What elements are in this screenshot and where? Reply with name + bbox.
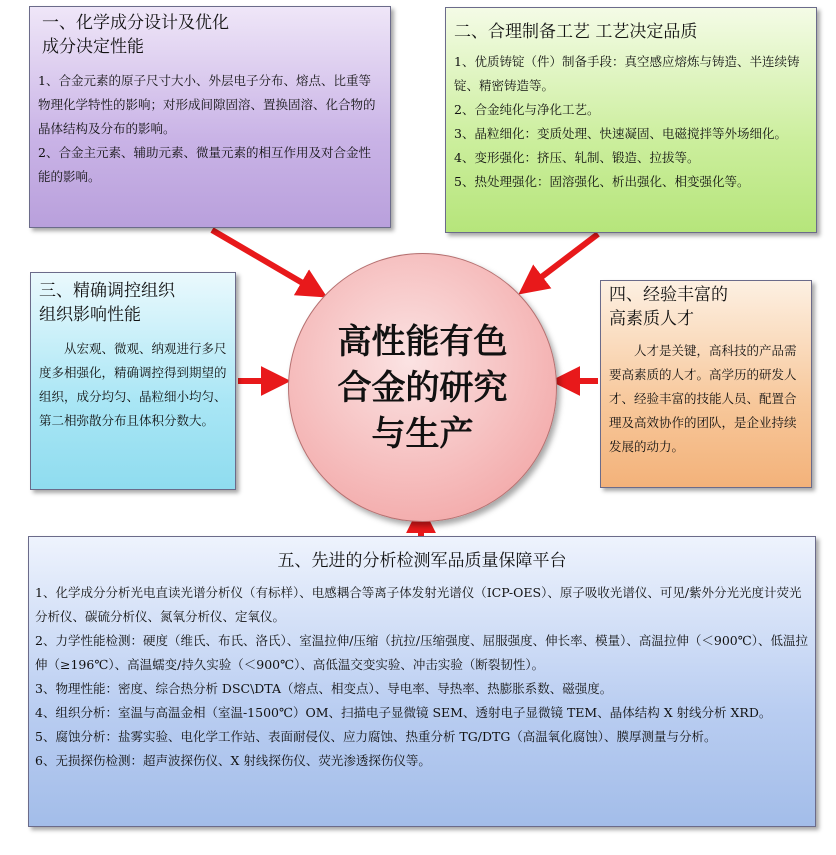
box-talent [600,280,812,488]
box5-item-5: 5、腐蚀分析：盐雾实验、电化学工作站、表面耐侵仪、应力腐蚀、热重分析 TG/DTG（高温氧化腐蚀）、膜厚测量与分析。 [35,729,717,744]
arrow-from-box2 [527,234,598,288]
box1-item-2: 2、合金主元素、辅助元素、微量元素的相互作用及对合金性能的影响。 [38,145,371,184]
box-preparation-process [445,7,817,233]
box5-item-2: 2、力学性能检测：硬度（维氏、布氏、洛氏）、室温拉伸/压缩（抗拉/压缩强度、屈服强度、伸长率、模量）、高温拉伸（＜900℃）、低温拉伸（≥196℃）、高温蠕变/持久实验（＜900℃）、高低温交变实验、冲击实验（断裂韧性）。 [35,633,808,672]
box1-item-1: 1、合金元素的原子尺寸大小、外层电子分布、熔点、比重等物理化学特性的影响；对形成间隙固溶、置换固溶、化合物的晶体结构及分布的影响。 [38,73,376,136]
box-microstructure-control [30,272,236,490]
center-topic-text: 高性能有色 合金的研究 与生产 [337,321,508,454]
box1-title: 一、化学成分设计及优化 成分决定性能 [42,13,229,57]
box2-title: 二、合理制备工艺 工艺决定品质 [454,22,698,42]
box5-item-1: 1、化学成分分析光电直读光谱分析仪（有标样）、电感耦合等离子体发射光谱仪（ICP-OES）、原子吸收光谱仪、可见/紫外分光光度计荧光分析仪、碳硫分析仪、氮氧分析仪、定氧仪。 [35,585,802,624]
box2-item-4: 4、变形强化：挤压、轧制、锻造、拉拔等。 [454,150,700,165]
box3-title: 三、精确调控组织 组织影响性能 [39,281,175,325]
box-analysis-platform [28,536,816,827]
box5-item-3: 3、物理性能：密度、综合热分析 DSC\DTA（熔点、相变点）、导电率、导热率、热膨胀系数、磁强度。 [35,681,613,696]
box5-item-6: 6、无损探伤检测：超声波探伤仪、X 射线探伤仪、荧光渗透探伤仪等。 [35,753,431,768]
box-composition-design [29,6,391,228]
box5-title: 五、先进的分析检测军品质量保障平台 [277,551,567,571]
box2-item-1: 1、优质铸锭（件）制备手段：真空感应熔炼与铸造、半连续铸锭、精密铸造等。 [454,54,800,93]
box4-text: 人才是关键，高科技的产品需要高素质的人才。高学历的研发人才、经验丰富的技能人员、配置合理及高效协作的团队，是企业持续发展的动力。 [609,343,797,454]
box3-text: 从宏观、微观、纳观进行多尺度多相强化，精确调控得到期望的组织，成分均匀、晶粒细小均匀、第二相弥散分布且体积分数大。 [39,341,227,428]
center-topic-circle [288,253,557,522]
box5-item-4: 4、组织分析：室温与高温金相（室温-1500℃）OM、扫描电子显微镜 SEM、透射电子显微镜 TEM、晶体结构 X 射线分析 XRD。 [35,705,772,720]
box2-item-5: 5、热处理强化：固溶强化、析出强化、相变强化等。 [454,174,750,189]
box2-item-2: 2、合金纯化与净化工艺。 [454,102,600,117]
box4-title: 四、经验丰富的 高素质人才 [609,285,728,329]
box2-item-3: 3、晶粒细化：变质处理、快速凝固、电磁搅拌等外场细化。 [454,126,787,141]
